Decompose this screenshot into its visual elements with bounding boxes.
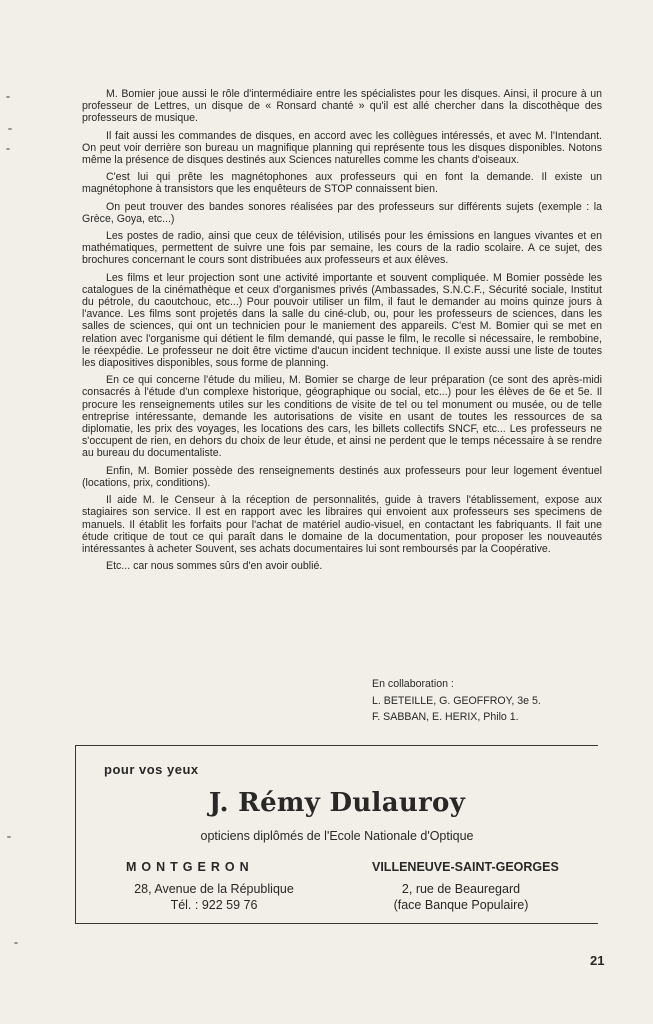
ad-city-right: VILLENEUVE-SAINT-GEORGES bbox=[372, 860, 559, 874]
signature-intro: En collaboration : bbox=[372, 678, 454, 690]
paragraph: Les postes de radio, ainsi que ceux de télévision, utilisés pour les émissions en langues vivantes et en mathématiques, permettent de suivre une fois par semaine, les cours de la radio scolaire. A ce sujet, des brochures concernant le cours sont distribuées aux professeurs et aux élèves. bbox=[82, 230, 602, 267]
ad-phone: Tél. : 922 59 76 bbox=[170, 898, 258, 912]
ad-tagline: pour vos yeux bbox=[104, 762, 199, 777]
signature-line: L. BETEILLE, G. GEOFFROY, 3e 5. bbox=[372, 694, 541, 707]
ad-note: (face Banque Populaire) bbox=[393, 898, 529, 912]
margin-mark bbox=[6, 148, 10, 150]
article-body bbox=[82, 88, 602, 577]
paragraph: Il fait aussi les commandes de disques, en accord avec les collègues intéressés, et avec M. l'Intendant. On peut voir derrière son bureau un magnifique planning qui représente tous les disques disponibles. Notons même la présence de disques destinés aux Sciences naturelles comme les chants d'oiseaux. bbox=[82, 129, 602, 167]
paragraph: En ce qui concerne l'étude du milieu, M. Bomier se charge de leur préparation (ce sont des après-midi consacrés à l'étude d'un complexe historique, géographique ou social, etc...) pour les élèves de 6e et 5e. Il procure les renseignements utiles sur les conditions de visite de tel ou tel monument ou musée, ou de telle entreprise intéressante, demande les autorisations de visite en usant de toutes les ressources de sa diplomatie, les prix des voyages, les locations des cars, les billets collectifs SNCF, etc... Les professeurs ne s'occupent de rien, en dehors du choix de leur étude, et ainsi ne perdent que le temps nécessaire à se rendre au bureau du documentaliste. bbox=[82, 374, 602, 460]
margin-mark bbox=[7, 836, 11, 838]
ad-address: 2, rue de Beauregard bbox=[401, 882, 521, 896]
signature-line: F. SABBAN, E. HERIX, Philo 1. bbox=[372, 711, 519, 723]
margin-mark bbox=[14, 942, 18, 944]
ad-city-left: MONTGERON bbox=[126, 860, 254, 874]
signature-block bbox=[372, 676, 612, 726]
ad-subtitle: opticiens diplômés de l'Ecole Nationale d'Optique bbox=[200, 829, 474, 843]
paragraph: Enfin, M. Bomier possède des renseignements destinés aux professeurs pour leur logement éventuel (locations, prix, conditions). bbox=[82, 464, 602, 489]
ad-address-left bbox=[104, 881, 324, 913]
paragraph: Etc... car nous sommes sûrs d'en avoir oublié. bbox=[106, 560, 323, 573]
ad-address: 28, Avenue de la République bbox=[134, 882, 294, 896]
page-number: 21 bbox=[590, 953, 605, 968]
optician-advertisement bbox=[75, 745, 598, 924]
margin-mark bbox=[8, 128, 12, 130]
paragraph: On peut trouver des bandes sonores réalisées par des professeurs sur différents sujets (exemple : la Grèce, Goya, etc...) bbox=[82, 200, 602, 225]
paragraph: Il aide M. le Censeur à la réception de personnalités, guide à travers l'établissement, expose aux stagiaires son service. Il est en rapport avec les libraires qui envoient aux professeurs ses specimens de manuels. Il établit les forfaits pour l'achat de matériel audio-visuel, en contactant les fabriquants. Il fait une étude critique de tout ce qui paraît dans le domaine de la documentation, pour proposer les nouveautés intéressantes à acheter Souvent, ses achats documentaires lui sont remboursés par la Coopérative. bbox=[82, 494, 602, 555]
ad-address-right bbox=[372, 881, 550, 913]
margin-mark bbox=[6, 96, 10, 98]
ad-business-name: J. Rémy Dulauroy bbox=[208, 788, 466, 818]
paragraph: C'est lui qui prête les magnétophones aux professeurs qui en font la demande. Il existe un magnétophone à transistors que les enquêteurs de STOP connaissent bien. bbox=[82, 171, 602, 196]
paragraph: Les films et leur projection sont une activité importante et souvent compliquée. M Bomier possède les catalogues de la cinémathèque et ceux d'organismes privés (Ambassades, S.N.C.F., Sécurité sociale, Institut du pétrole, du caoutchouc, etc...) Pour pouvoir utiliser un film, il faut le demander au moins quinze jours à l'avance. Les films sont projetés dans la salle du ciné-club, ou, pour les professeurs de sciences, dans les salles de sciences, qui ont un technicien pour le maniement des appareils. C'est M. Bomier qui se met en relation avec l'organisme qui détient le film demandé, qui passe le film, le recolle si nécessaire, le rembobine, le réexpédie. Le professeur ne doit être victime d'aucun incident technique. Il existe aussi une liste de toutes les diapositives disponibles, sous forme de planning. bbox=[82, 271, 602, 370]
paragraph: M. Bomier joue aussi le rôle d'intermédiaire entre les spécialistes pour les disques. Ainsi, il procure à un professeur de Lettres, un disque de « Ronsard chanté » qu'il est allé chercher dans la discothèque des professeurs de musique. bbox=[82, 88, 602, 125]
